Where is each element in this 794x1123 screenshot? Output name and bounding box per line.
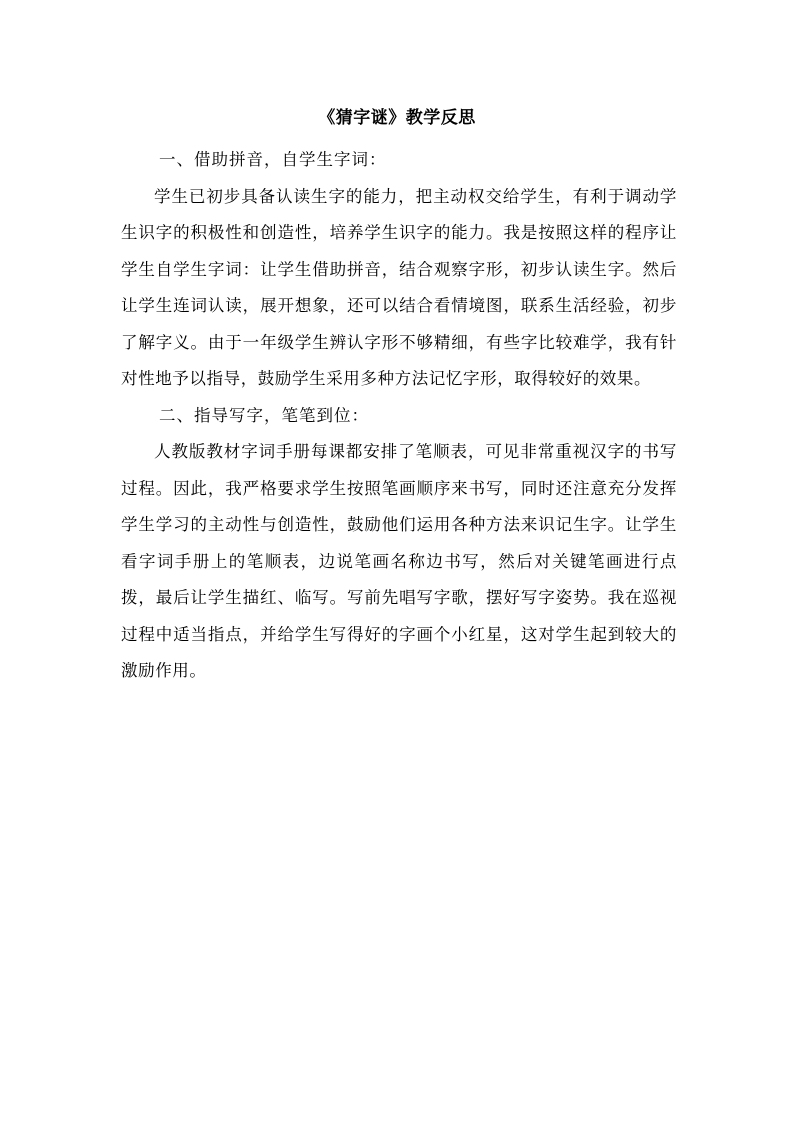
section-1-paragraph: 学生已初步具备认读生字的能力，把主动权交给学生，有利于调动学生识字的积极性和创造性，培养学生识字的能力。我是按照这样的程序让学生自学生字词：让学生借助拼音，结合观察字形，初步认读生字。然后让学生连词认读，展开想象，还可以结合看情境图，联系生活经验，初步了解字义。由于一年级学生辨认字形不够精细，有些字比较难学，我有针对性地予以指导，鼓励学生采用多种方法记忆字形，取得较好的效果。 [121, 186, 677, 388]
document-title: 《猜字谜》教学反思 [318, 108, 476, 128]
section-1-heading: 一、借助拼音，自学生字词： [159, 150, 387, 169]
document-body [121, 142, 677, 690]
section-2-paragraph: 人教版教材字词手册每课都安排了笔顺表，可见非常重视汉字的书写过程。因此，我严格要求学生按照笔画顺序来书写，同时还注意充分发挥学生学习的主动性与创造性，鼓励他们运用各种方法来识记生字。让学生看字词手册上的笔顺表，边说笔画名称边书写，然后对关键笔画进行点拨，最后让学生描红、临写。写前先唱写字歌，摆好写字姿势。我在巡视过程中适当指点，并给学生写得好的字画个小红星，这对学生起到较大的激励作用。 [121, 442, 677, 680]
section-2-heading: 二、指导写字，笔笔到位： [159, 405, 369, 425]
